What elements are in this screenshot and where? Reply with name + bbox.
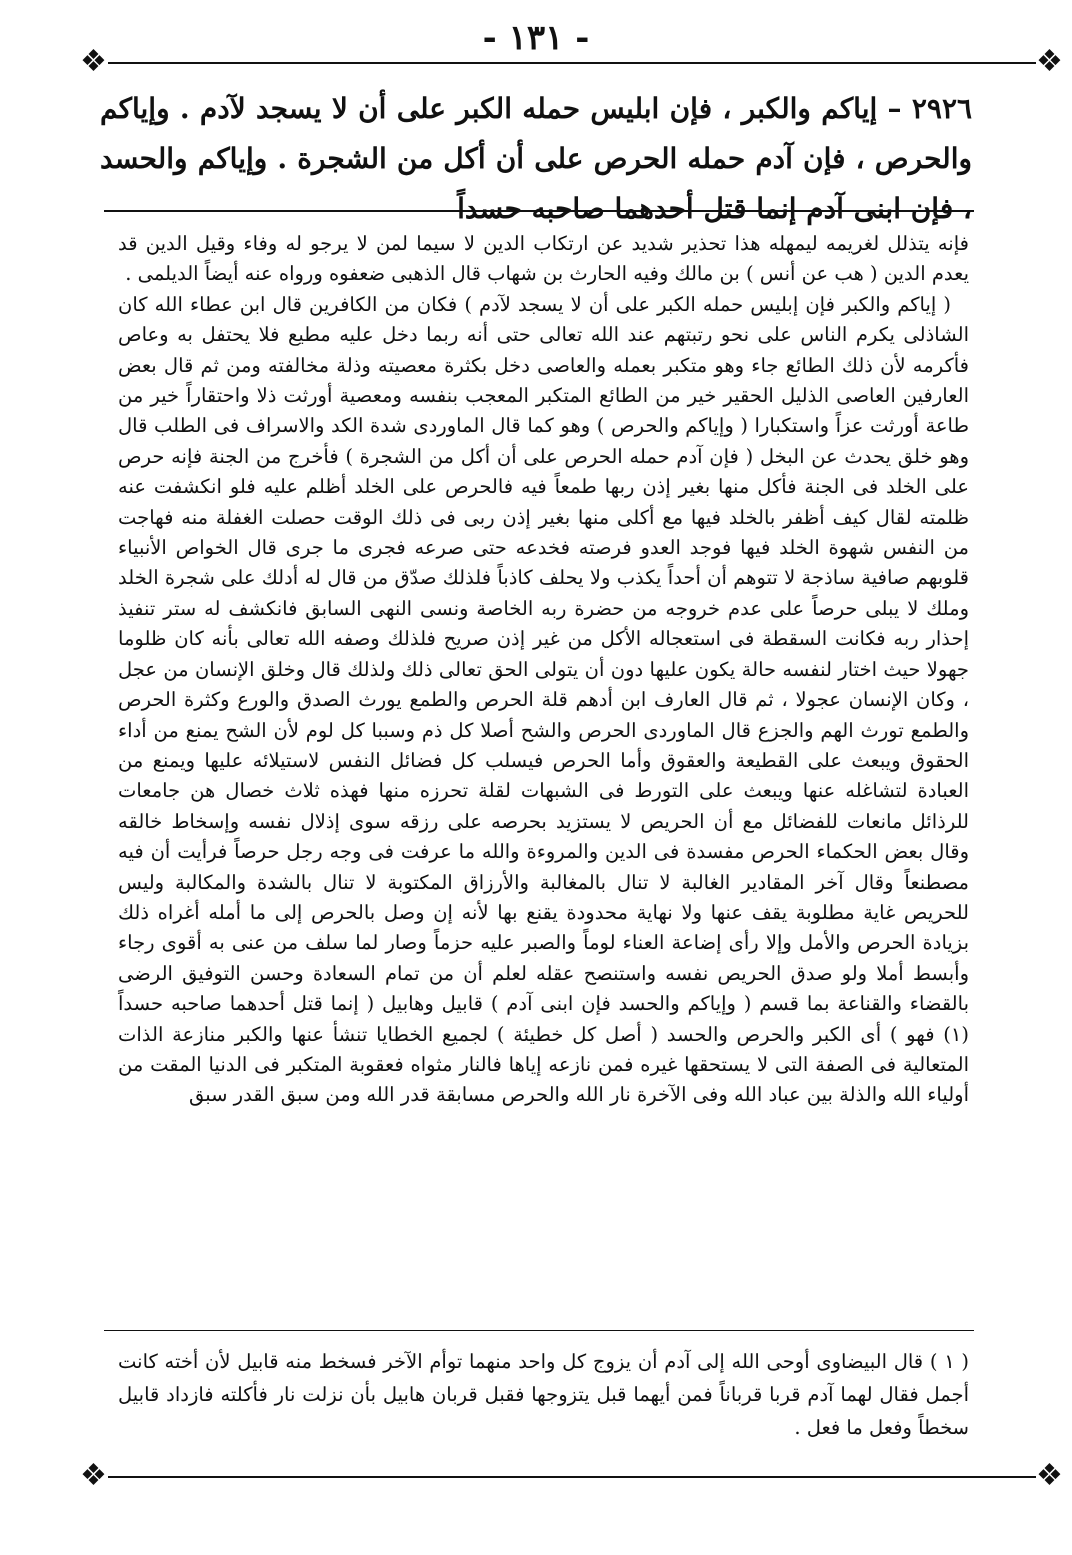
- commentary: [118, 229, 969, 1111]
- footnote: [118, 1345, 969, 1444]
- corner-ornament-icon: ❖: [80, 1458, 107, 1493]
- footnote-marker: ( ١ ): [929, 1350, 969, 1373]
- commentary-paragraph: ( إياكم والكبر فإن إبليس حمله الكبر على أن لا يسجد لآدم ) فكان من الكافرين قال ابن عطاء الله كان الشاذلى يكرم الناس على نحو رتبتهم عند الله تعالى حتى أنه ربما دخل عليه مطيع فلا يحتفل به وعاص فأكرمه لأن ذلك الطائع جاء وهو متكبر بعمله والعاصى دخل بكثرة معصيته وذلة مخالفته ومن ثم قال بعض العارفين العاصى الذليل الحقير خير من الطائع المتكبر المعجب بنفسه ومعصية أورثت ذلا واحتقاراً خير من طاعة أورثت عزاً واستكبارا ( وإياكم والحرص ) وهو كما قال الماوردى شدة الكد والاسراف فى الطلب قال وهو خلق يحدث عن البخل ( فإن آدم حمله الحرص على أن أكل من الشجرة ) فأخرج من الجنة فإنه حرص على الخلد فى الجنة فأكل منها بغير إذن ربها طمعاً فيه فالحرص على الخلد أظلم عليه فلو انكشفت عنه ظلمته لقال كيف أظفر بالخلد فيها مع أكلى منها بغير إذن ربى فى ذلك الوقت حصلت الغفلة منه فهاجت من النفس شهوة الخلد فيها فوجد العدو فرصته فخدعه حتى صرعه فجرى ما جرى قال الخواص الأنبياء قلوبهم صافية ساذجة لا تتوهم أن أحداً يكذب ولا يحلف كاذباً فلذلك صدّق من قال له أدلك على شجرة الخلد وملك لا يبلى حرصاً على عدم خروجه من حضرة ربه الخاصة ونسى النهى السابق فانكشف له ستر تنفيذ إحذار ربه فكانت السقطة فى استعجاله الأكل من غير إذن صريح فلذلك وصفه الله تعالى بأنه كان ظلوما جهولا حيث اختار لنفسه حالة يكون عليها دون أن يتولى الحق تعالى ذلك ولذلك قال وخلق الإنسان من عجل ، وكان الإنسان عجولا ، ثم قال العارف ابن أدهم قلة الحرص والطمع يورث الصدق والورع وكثرة الحرص والطمع تورث الهم والجزع قال الماوردى الحرص والشح أصلا كل ذم وسببا كل لوم لأن الشح يمنع من أداء الحقوق ويبعث على القطيعة والعقوق وأما الحرص فيسلب كل فضائل النفس لاستيلائه عليها ويمنع من العبادة لتشاغله عنها ويبعث على التورط فى الشبهات لقلة تحرزه منها فهذه ثلاث خصال هن جامعات للرذائل مانعات للفضائل مع أن الحريص لا يستزيد بحرصه على رزقه سوى إذلال نفسه وإسخاط خالقه وقال بعض الحكماء الحرص مفسدة فى الدين والمروءة والله ما عرفت فى وجه رجل حرصاً فرأيت أن فيه مصطنعاً وقال آخر المقادير الغالبة لا تنال بالمغالبة والأرزاق المكتوبة لا تنال بالشدة والمكالبة وليس للحريص غاية مطلوبة يقف عنها ولا نهاية محدودة يقنع بها لأنه إن وصل بالحرص إلى ما أمله أغراه ذلك بزيادة الحرص والأمل وإلا رأى إضاعة العناء لوماً والصبر عليه حزماً وصار لما سلف من عنى به أقوى رجاء وأبسط أملا ولو صدق الحريص نفسه واستنصح عقله لعلم أن من تمام السعادة وحسن التوفيق الرضى بالقضاء والقناعة بما قسم ( وإياكم والحسد فإن ابنى آدم ) قابيل وهابيل ( إنما قتل أحدهما صاحبه حسداً (١) فهو ) أى الكبر والحرص والحسد ( أصل كل خطيئة ) لجميع الخطايا تنشأ عنها والكبر منازعة الذات المتعالية فى الصفة التى لا يستحقها غيره فمن نازعه إياها فالنار مثواه فعقوبة المتكبر فى الدنيا المقت من أولياء الله والذلة بين عباد الله وفى الآخرة نار الله والحرص مسابقة قدر الله ومن سبق القدر سبق: [118, 292, 970, 1107]
- hadith-divider: [104, 210, 974, 212]
- hadith-body: – إياكم والكبر ، فإن ابليس حمله الكبر على أن لا يسجد لآدم . وإياكم والحرص ، فإن آدم حمله الحرص على أن أكل من الشجرة . وإياكم والحسد ، فإن ابنى آدم إنما قتل أحدهما صاحبه حسداً: [100, 92, 972, 225]
- page-number: - ١٣١ -: [482, 18, 590, 58]
- footnote-text: قال البيضاوى أوحى الله إلى آدم أن يزوج كل واحد منهما توأم الآخر فسخط منه قابيل لأن أخته كانت أجمل فقال لهما آدم قربا قرباناً فمن أيهما قبل يتزوجها فقبل قربان هابيل بأن نزلت نار فأكلته فازداد قابيل سخطاً وفعل ما فعل .: [118, 1350, 969, 1439]
- corner-ornament-icon: ❖: [80, 44, 107, 79]
- top-rule: [108, 62, 1036, 64]
- corner-ornament-icon: ❖: [1036, 44, 1063, 79]
- corner-ornament-icon: ❖: [1036, 1458, 1063, 1493]
- bottom-rule: [108, 1476, 1036, 1478]
- commentary-paragraph: فإنه يتذلل لغريمه ليمهله هذا تحذير شديد عن ارتكاب الدين لا سيما لمن لا يرجو له وفاء وقيل الدين قد يعدم الدين ( هب عن أنس ) بن مالك وفيه الحارث بن شهاب قال الذهبى ضعفوه ورواه عنه أيضاً الديلمى .: [118, 232, 969, 286]
- hadith-number: ٢٩٢٦: [911, 92, 973, 125]
- footnote-divider: [104, 1330, 974, 1331]
